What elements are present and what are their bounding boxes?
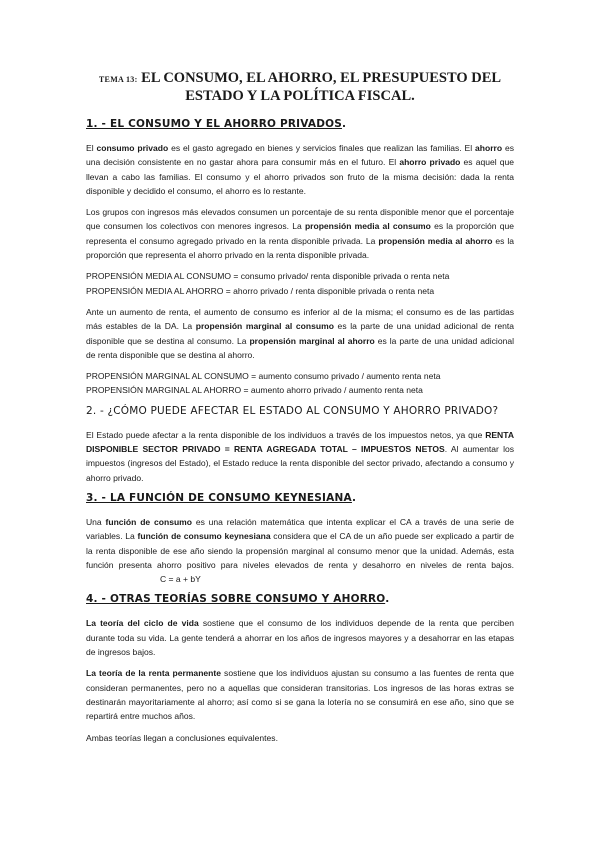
- section-4-paragraph-2: La teoría de la renta permanente sostiene que los individuos ajustan su consumo a las fuentes de renta que consideran permanentes, pero no a aquellas que consideran transitorias. Los ingresos de las horas extras se destinarán mayoritariamente al ahorro; así como si se gana la lotería no se consumirá en ese año, sino que se repartirá entre muchos años.: [86, 668, 514, 722]
- section-2-paragraph-1: El Estado puede afectar a la renta disponible de los individuos a través de los impuestos netos, ya que RENTA DISPONIBLE SECTOR PRIVADO = RENTA AGREGADA TOTAL – IMPUESTOS NETOS. Al aumentar los impuestos (ingresos del Estado), el Estado reduce la renta disponible del sector privado, afectando a consumo y ahorro privado.: [86, 429, 514, 483]
- section-4-paragraph-1: La teoría del ciclo de vida sostiene que el consumo de los individuos depende de la renta que perciben durante toda su vida. La gente tenderá a ahorrar en los años de ingresos mayores y a desahorrar en las etapas de ingresos bajos.: [86, 618, 514, 658]
- section-1-paragraph-1: El consumo privado es el gasto agregado en bienes y servicios finales que realizan las familias. El ahorro es una decisión consistente en no gastar ahora para consumir más en el futuro. El ahorro privado es aquel que llevan a cabo las familias. El consumo y el ahorro privados son fruto de la misma decisión: dada la renta disponible y decidido el consumo, el ahorro es lo restante.: [86, 143, 515, 196]
- section-3-paragraph-1: Una función de consumo es una relación matemática que intenta explicar el CA a través de una serie de variables. La función de consumo keynesiana considera que el CA de un año puede ser explicado a partir de la renta disponible de ese año siendo la propensión marginal al consumo menor que la unidad. Además, esta función presenta ahorro positivo para niveles elevados de renta y desahorro en niveles de renta bajos.C = a + bY: [86, 516, 515, 585]
- formula-consumo-keynesiana: C = a + bY: [160, 574, 201, 585]
- section-2-heading: 2. - ¿CÓMO PUEDE AFECTAR EL ESTADO AL CONSUMO Y AHORRO PRIVADO?: [86, 404, 499, 417]
- section-4-heading: 4. - OTRAS TEORÍAS SOBRE CONSUMO Y AHORRO.: [86, 593, 390, 606]
- formula-propension-media-ahorro: PROPENSIÓN MEDIA AL AHORRO = ahorro privado / renta disponible privada o renta neta: [86, 285, 435, 296]
- formula-propension-media-consumo: PROPENSIÓN MEDIA AL CONSUMO = consumo privado/ renta disponible privada o renta neta: [86, 271, 450, 282]
- section-1-formulas-marginal: [86, 369, 514, 398]
- section-1-formulas-media: [86, 269, 514, 298]
- document-page: [86, 70, 514, 752]
- title-line2: ESTADO Y LA POLÍTICA FISCAL.: [185, 88, 415, 104]
- title-line1: EL CONSUMO, EL AHORRO, EL PRESUPUESTO DEL: [141, 70, 502, 86]
- title-prefix: TEMA 13:: [98, 75, 138, 84]
- section-3-heading: 3. - LA FUNCIÓN DE CONSUMO KEYNESIANA.: [86, 491, 357, 504]
- section-1-heading: 1. - EL CONSUMO Y EL AHORRO PRIVADOS.: [86, 118, 347, 130]
- section-1-paragraph-3: Ante un aumento de renta, el aumento de consumo es inferior al de la misma; el consumo es de las partidas más estables de la DA. La propensión marginal al consumo es la parte de una unidad adicional de renta disponible que se destina al consumo. La propensión marginal al ahorro es la parte de una unidad adicional de renta disponible que se destina al ahorro.: [86, 306, 514, 360]
- section-4-paragraph-3: Ambas teorías llegan a conclusiones equivalentes.: [86, 732, 278, 743]
- formula-propension-marginal-ahorro: PROPENSIÓN MARGINAL AL AHORRO = aumento ahorro privado / aumento renta neta: [86, 385, 423, 396]
- section-1-paragraph-2: Los grupos con ingresos más elevados consumen un porcentaje de su renta disponible menor que el porcentaje que consumen los colectivos con menores ingresos. La propensión media al consumo es la proporción que representa el consumo agregado privado en la renta disponible privada. La propensión media al ahorro es la proporción que representa el ahorro privado en la renta disponible privada.: [86, 207, 514, 261]
- formula-propension-marginal-consumo: PROPENSIÓN MARGINAL AL CONSUMO = aumento consumo privado / aumento renta neta: [86, 371, 441, 382]
- page-title: [86, 70, 514, 105]
